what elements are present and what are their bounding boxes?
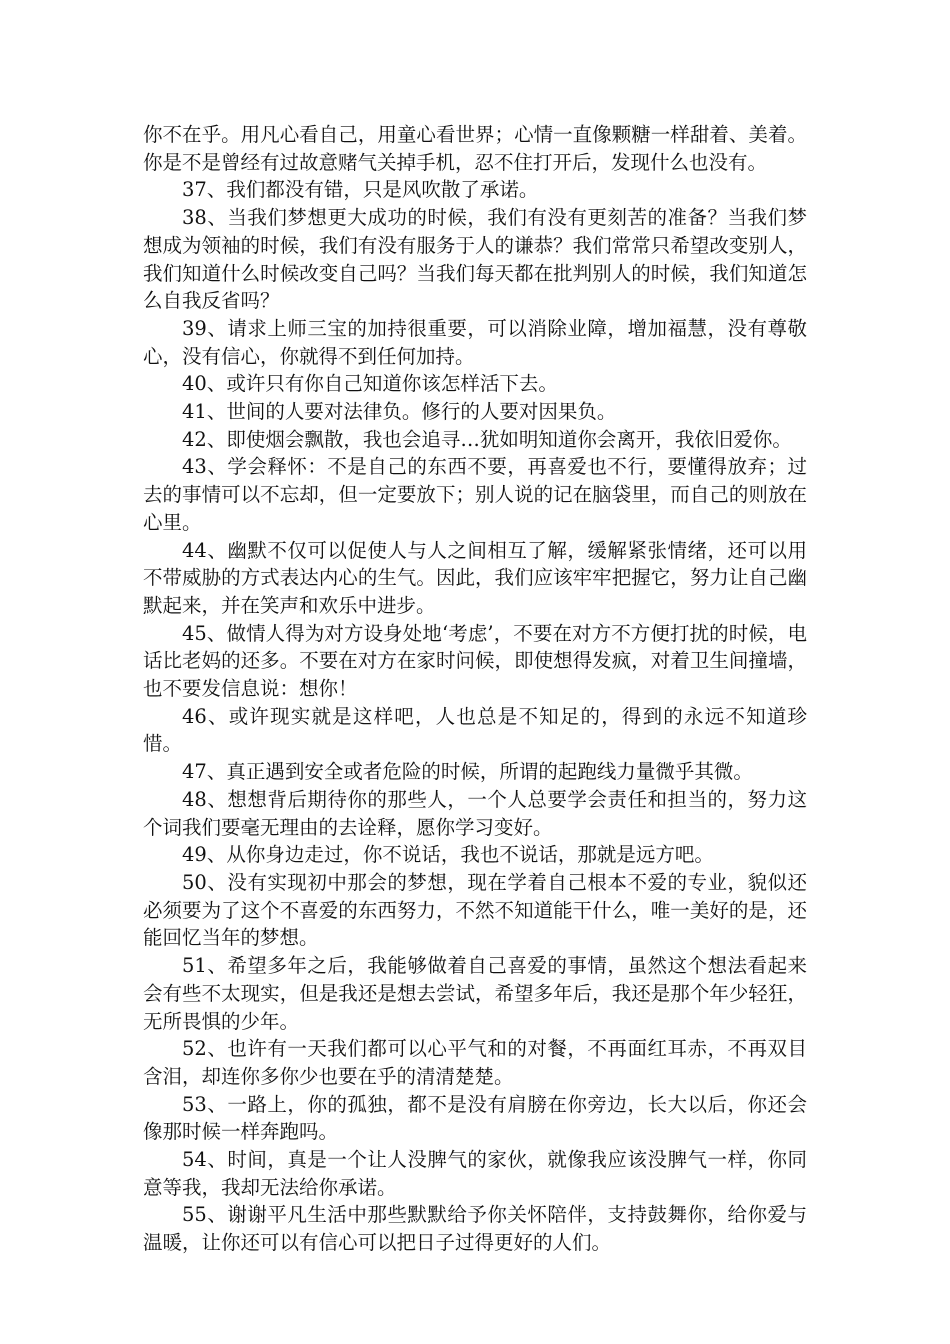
paragraph-51: 51、希望多年之后，我能够做着自己喜爱的事情，虽然这个想法看起来会有些不太现实，但是我还是想去尝试，希望多年后，我还是那个年少轻狂，无所畏惧的少年。 (143, 954, 807, 1033)
paragraph-40: 40、或许只有你自己知道你该怎样活下去。 (182, 372, 558, 396)
document-body (143, 121, 807, 1257)
paragraph-52: 52、也许有一天我们都可以心平气和的对餐，不再面红耳赤，不再双目含泪，却连你多你少也要在乎的清清楚楚。 (143, 1037, 807, 1088)
paragraph-43: 43、学会释怀：不是自己的东西不要，再喜爱也不行，要懂得放弃；过去的事情可以不忘却，但一定要放下；别人说的记在脑袋里，而自己的则放在心里。 (143, 455, 807, 534)
paragraph-46: 46、或许现实就是这样吧，人也总是不知足的，得到的永远不知道珍惜。 (143, 704, 807, 756)
paragraph-45: 45、做情人得为对方设身处地‘考虑’，不要在对方不方便打扰的时候，电话比老妈的还多。不要在对方在家时问候，即使想得发疯，对着卫生间撞墙，也不要发信息说：想你！ (143, 621, 807, 701)
paragraph-41: 41、世间的人要对法律负。修行的人要对因果负。 (182, 400, 617, 424)
paragraph-42: 42、即使烟会飘散，我也会追寻…犹如明知道你会离开，我依旧爱你。 (182, 427, 792, 451)
paragraph-44: 44、幽默不仅可以促使人与人之间相互了解，缓解紧张情绪，还可以用不带威胁的方式表达内心的生气。因此，我们应该牢牢把握它，努力让自己幽默起来，并在笑声和欢乐中进步。 (143, 538, 807, 617)
paragraph-53: 53、一路上，你的孤独，都不是没有肩膀在你旁边，长大以后，你还会像那时候一样奔跑吗。 (143, 1092, 807, 1144)
paragraph-55: 55、谢谢平凡生活中那些默默给予你关怀陪伴，支持鼓舞你，给你爱与温暖，让你还可以有信心可以把日子过得更好的人们。 (143, 1203, 807, 1255)
paragraph-47: 47、真正遇到安全或者危险的时候，所谓的起跑线力量微乎其微。 (182, 760, 753, 784)
paragraph-continued: 你不在乎。用凡心看自己，用童心看世界；心情一直像颗糖一样甜着、美着。你是不是曾经有过故意赌气关掉手机，忍不住打开后，发现什么也没有。 (143, 123, 807, 174)
paragraph-39: 39、请求上师三宝的加持很重要，可以消除业障，增加福慧，没有尊敬心，没有信心，你就得不到任何加持。 (143, 316, 807, 368)
paragraph-38: 38、当我们梦想更大成功的时候，我们有没有更刻苦的准备？当我们梦想成为领袖的时候，我们有没有服务于人的谦恭？我们常常只希望改变别人，我们知道什么时候改变自己吗？当我们每天都在批判别人的时候，我们知道怎么自我反省吗？ (143, 206, 807, 313)
paragraph-48: 48、想想背后期待你的那些人，一个人总要学会责任和担当的，努力这个词我们要毫无理由的去诠释，愿你学习变好。 (143, 787, 807, 839)
paragraph-37: 37、我们都没有错，只是风吹散了承诺。 (182, 178, 539, 202)
paragraph-49: 49、从你身边走过，你不说话，我也不说话，那就是远方吧。 (182, 843, 714, 867)
paragraph-50: 50、没有实现初中那会的梦想，现在学着自己根本不爱的专业，貌似还必须要为了这个不喜爱的东西努力，不然不知道能干什么，唯一美好的是，还能回忆当年的梦想。 (143, 870, 807, 950)
paragraph-54: 54、时间，真是一个让人没脾气的家伙，就像我应该没脾气一样，你同意等我，我却无法给你承诺。 (143, 1148, 807, 1199)
